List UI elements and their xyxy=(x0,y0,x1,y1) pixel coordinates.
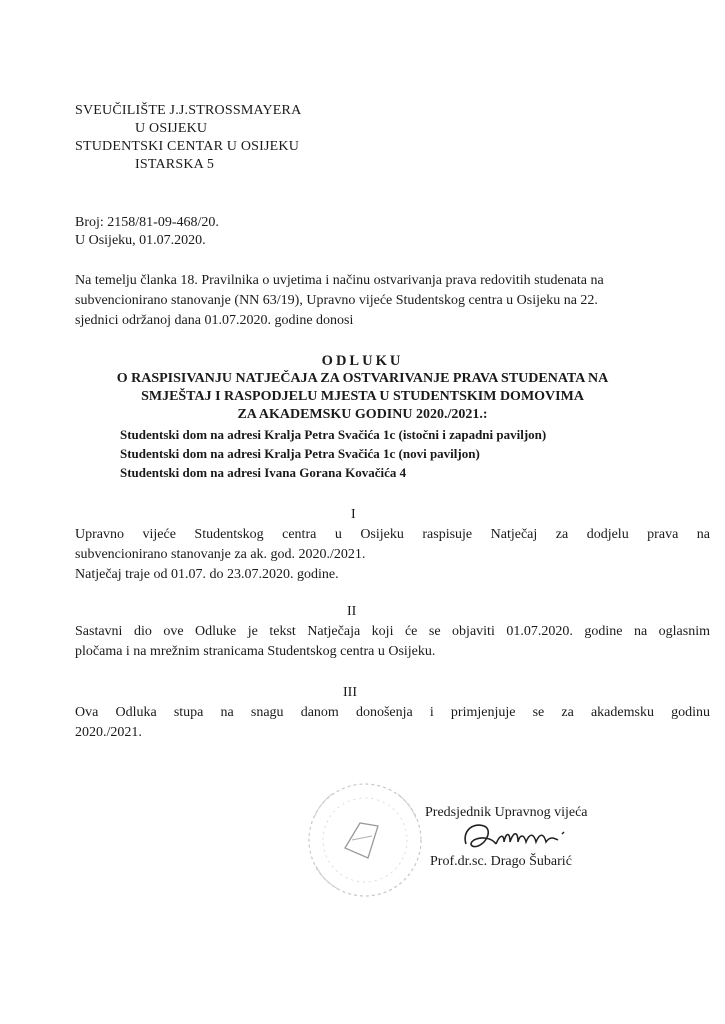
section-numeral: III xyxy=(343,685,357,700)
section-body xyxy=(75,525,710,585)
dorm-item: Studentski dom na adresi Ivana Gorana Kovačića 4 xyxy=(120,465,407,480)
institution-name: SVEUČILIŠTE J.J.STROSSMAYERA xyxy=(75,103,302,118)
center-name: STUDENTSKI CENTAR U OSIJEKU xyxy=(75,139,299,154)
section-line: Natječaj traje od 01.07. do 23.07.2020. godine. xyxy=(75,567,339,582)
section-body xyxy=(75,622,710,662)
section-line: subvencionirano stanovanje za ak. god. 2020./2021. xyxy=(75,547,366,562)
handwritten-signature xyxy=(458,818,578,854)
section-line: 2020./2021. xyxy=(75,725,142,740)
section-line: Upravno vijeće Studentskog centra u Osijeku raspisuje Natječaj za dodjelu prava na xyxy=(75,527,710,542)
intro-line-1: Na temelju članka 18. Pravilnika o uvjetima i načinu ostvarivanja prava redovitih studenata na xyxy=(75,273,604,288)
dorm-item: Studentski dom na adresi Kralja Petra Svačića 1c (novi paviljon) xyxy=(120,446,480,461)
section-body xyxy=(75,703,710,743)
intro-line-2: subvencionirano stanovanje (NN 63/19), Upravno vijeće Studentskog centra u Osijeku na 22. xyxy=(75,293,598,308)
decision-subtitle-line-2: SMJEŠTAJ I RASPODJELU MJESTA U STUDENTSKIM DOMOVIMA xyxy=(141,389,584,404)
section-line: Ova Odluka stupa na snagu danom donošenja i primjenjuje se za akademsku godinu xyxy=(75,705,710,720)
decision-subtitle-line-1: O RASPISIVANJU NATJEČAJA ZA OSTVARIVANJE PRAVA STUDENATA NA xyxy=(116,371,609,386)
institution-city: U OSIJEKU xyxy=(135,121,208,136)
document-number: Broj: 2158/81-09-468/20. xyxy=(75,215,219,230)
section-line: Sastavni dio ove Odluke je tekst Natječaja koji će se objaviti 01.07.2020. godine na oglasnim xyxy=(75,624,710,639)
section-numeral: II xyxy=(347,604,357,619)
dorm-item: Studentski dom na adresi Kralja Petra Svačića 1c (istočni i zapadni paviljon) xyxy=(120,427,547,442)
decision-subtitle-line-3: ZA AKADEMSKU GODINU 2020./2021.: xyxy=(237,407,488,422)
official-stamp-icon xyxy=(300,778,430,903)
section-numeral: I xyxy=(351,507,356,522)
place-date: U Osijeku, 01.07.2020. xyxy=(75,233,206,248)
center-address: ISTARSKA 5 xyxy=(135,157,215,172)
signatory-name: Prof.dr.sc. Drago Šubarić xyxy=(430,854,572,869)
section-line: pločama i na mrežnim stranicama Studentskog centra u Osijeku. xyxy=(75,644,436,659)
decision-title: ODLUKU xyxy=(321,353,404,369)
signatory-role: Predsjednik Upravnog vijeća xyxy=(425,805,588,820)
intro-line-3: sjednici održanoj dana 01.07.2020. godine donosi xyxy=(75,313,354,328)
